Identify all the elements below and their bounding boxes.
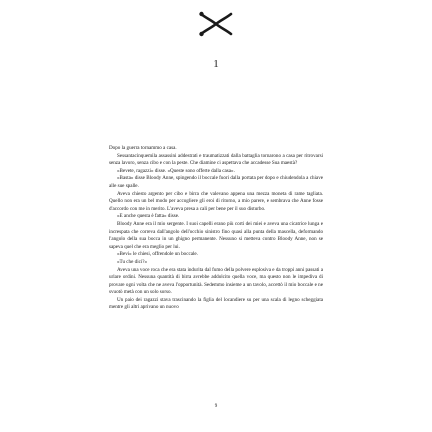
scissors-ornament-icon [198,10,234,38]
paragraph: «Bevi» le chiesi, offrendole un boccale. [117,251,198,258]
paragraph: Un paio dei ragazzi stava trascinando la figlia del locandiere su per una scala di legno scheggiata mentre gli altri aprivano un nuovo [109,296,323,311]
paragraph: «Tu che dici?» [117,258,148,265]
paragraph: «E anche questa è fatta» disse. [117,213,180,220]
paragraph: Sessantacinquemila assassini addestrati e traumatizzati dalla battaglia tornarono a casa per ritrovarsi senza lavoro, senza cibo e con la peste. Che diamine ci aspettava che accadesse Sua maestà? [109,152,323,167]
paragraph: «Basta» disse Bloody Anne, spingendo il boccale fuori dalla portata per dopo e chiudendola a chiave alle sue spalle. [109,175,323,189]
paragraph: Aveva chiesto argento per cibo e birra che valevano appena una mezza moneta di rame tagliata. Quello non era un bel modo per accogliere gli eroi di ritorno, a mio parere, e sembrava che Anne fosse d'accordo con me in merito. L'aveva presa a cali per bene per il suo disturbo. [109,190,323,212]
paragraph: Bloody Anne era il mio sergente. I suoi capelli erano più corti dei miei e aveva una cicatrice lunga e increspata che correva dall'angolo dell'occhio sinistro fino quasi alla punta della mascella, deformando l'angolo della sua bocca in un ghigno permanente. Nessuno si metteva contro Bloody Anne, non se sapeva quel che era meglio per lui. [109,220,323,250]
page-number: 9 [214,404,218,409]
paragraph: Aveva una voce roca che era stata indurita dal fumo della polvere esplosiva e da troppi anni passati a urlare ordini. Nessuna quantità di birra avrebbe addolcito quella voce, ma questo non le impediva di provare ogni volta che ne aveva l'opportunità. Sedemmo insieme a un tavolo, accettò il mio boccale e ne svuotò metà con un solo sorso. [109,266,323,296]
chapter-number: 1 [213,58,219,70]
body-text [109,145,323,312]
paragraph: «Bevete, ragazzi» disse. «Queste sono offerte dalla casa». [117,167,235,174]
paragraph: Dopo la guerra tornammo a casa. [109,145,177,151]
